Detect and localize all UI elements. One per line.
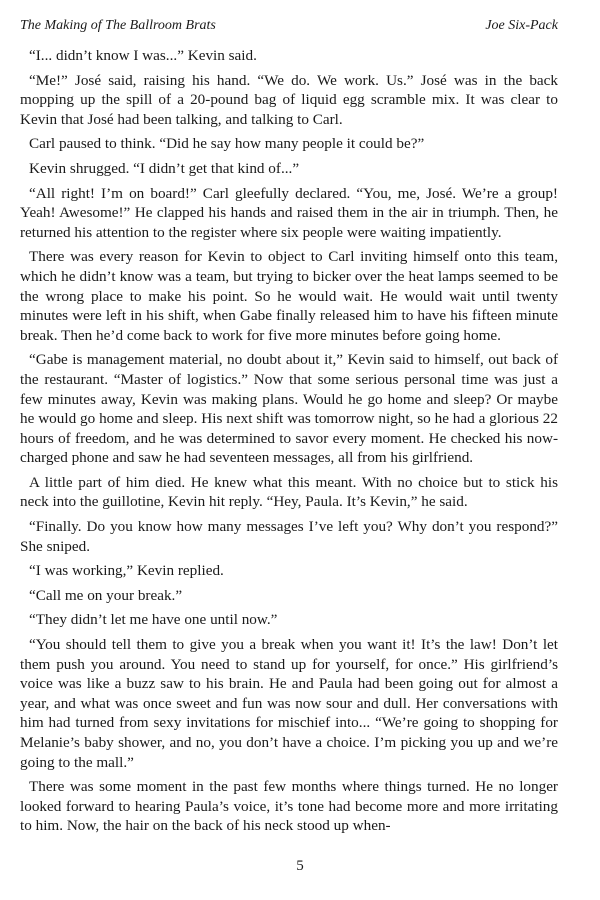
page-number: 5 [296,858,304,874]
paragraph: A little part of him died. He knew what this meant. With no choice but to stick his neck into the guillotine, Kevin hit reply. “Hey, Paula. It’s Kevin,” he said. [20,473,558,511]
paragraph: “Call me on your break.” [29,586,183,604]
paragraph: “I... didn’t know I was...” Kevin said. [29,47,257,64]
book-title: The Making of The Ballroom Brats [20,18,216,33]
paragraph: “Me!” José said, raising his hand. “We do. We work. Us.” José was in the back mopping up the spill of a 20-pound bag of liquid egg scramble mix. It was clear to Kevin that José had been talking, and talking to Carl. [20,71,558,128]
paragraph: “They didn’t let me have one until now.” [29,611,278,629]
paragraph: “You should tell them to give you a break when you want it! It’s the law! Don’t let them push you around. You need to stand up for yourself, for once.” His girlfriend’s voice was like a buzz saw to his brain. He and Paula had been going out for almost a year, and what was once sweet and fun was now sour and dull. Her conversations with him had turned from sexy invitations for mischief into... “We’re going to shopping for Melanie’s baby shower, and no, you don’t have a choice. I’m picking you up and we’re going to the mall.” [20,636,558,771]
paragraph: “All right! I’m on board!” Carl gleefully declared. “You, me, José. We’re a group! Yeah! Awesome!” He clapped his hands and raised them in the air in triumph. Then, he returned his attention to the register where six people were waiting impatiently. [20,184,558,241]
running-header [20,18,558,38]
paragraph: “Gabe is management material, no doubt about it,” Kevin said to himself, out back of the restaurant. “Master of logistics.” Now that some serious personal time was just a few minutes away, Kevin was making plans. Would he go home and sleep? Or maybe he would go home and sleep. His next shift was tomorrow night, so he had a glorious 22 hours of freedom, and he was determined to savor every moment. He checked his now-charged phone and saw he had seventeen messages, all from his girlfriend. [20,351,558,467]
paragraph: There was some moment in the past few months where things turned. He no longer looked forward to hearing Paula’s voice, it’s tone had become more and more irritating to him. Now, the hair on the back of his neck stood up when- [20,778,558,835]
paragraph: There was every reason for Kevin to object to Carl inviting himself onto this team, which he didn’t know was a team, but trying to bicker over the heat lamps seemed to be the wrong place to make his point. So he would wait. He would wait until twenty minutes were left in his shift, when Gabe finally released him to have his fifteen minute break. Then he’d come back to work for five more minutes before going home. [20,248,558,344]
paragraph: “Finally. Do you know how many messages I’ve left you? Why don’t you respond?” She sniped. [20,518,558,555]
author-name: Joe Six-Pack [485,18,558,33]
page-body [20,46,558,841]
paragraph: Kevin shrugged. “I didn’t get that kind of...” [29,159,300,177]
paragraph: Carl paused to think. “Did he say how many people it could be?” [29,135,425,153]
paragraph: “I was working,” Kevin replied. [29,562,224,580]
